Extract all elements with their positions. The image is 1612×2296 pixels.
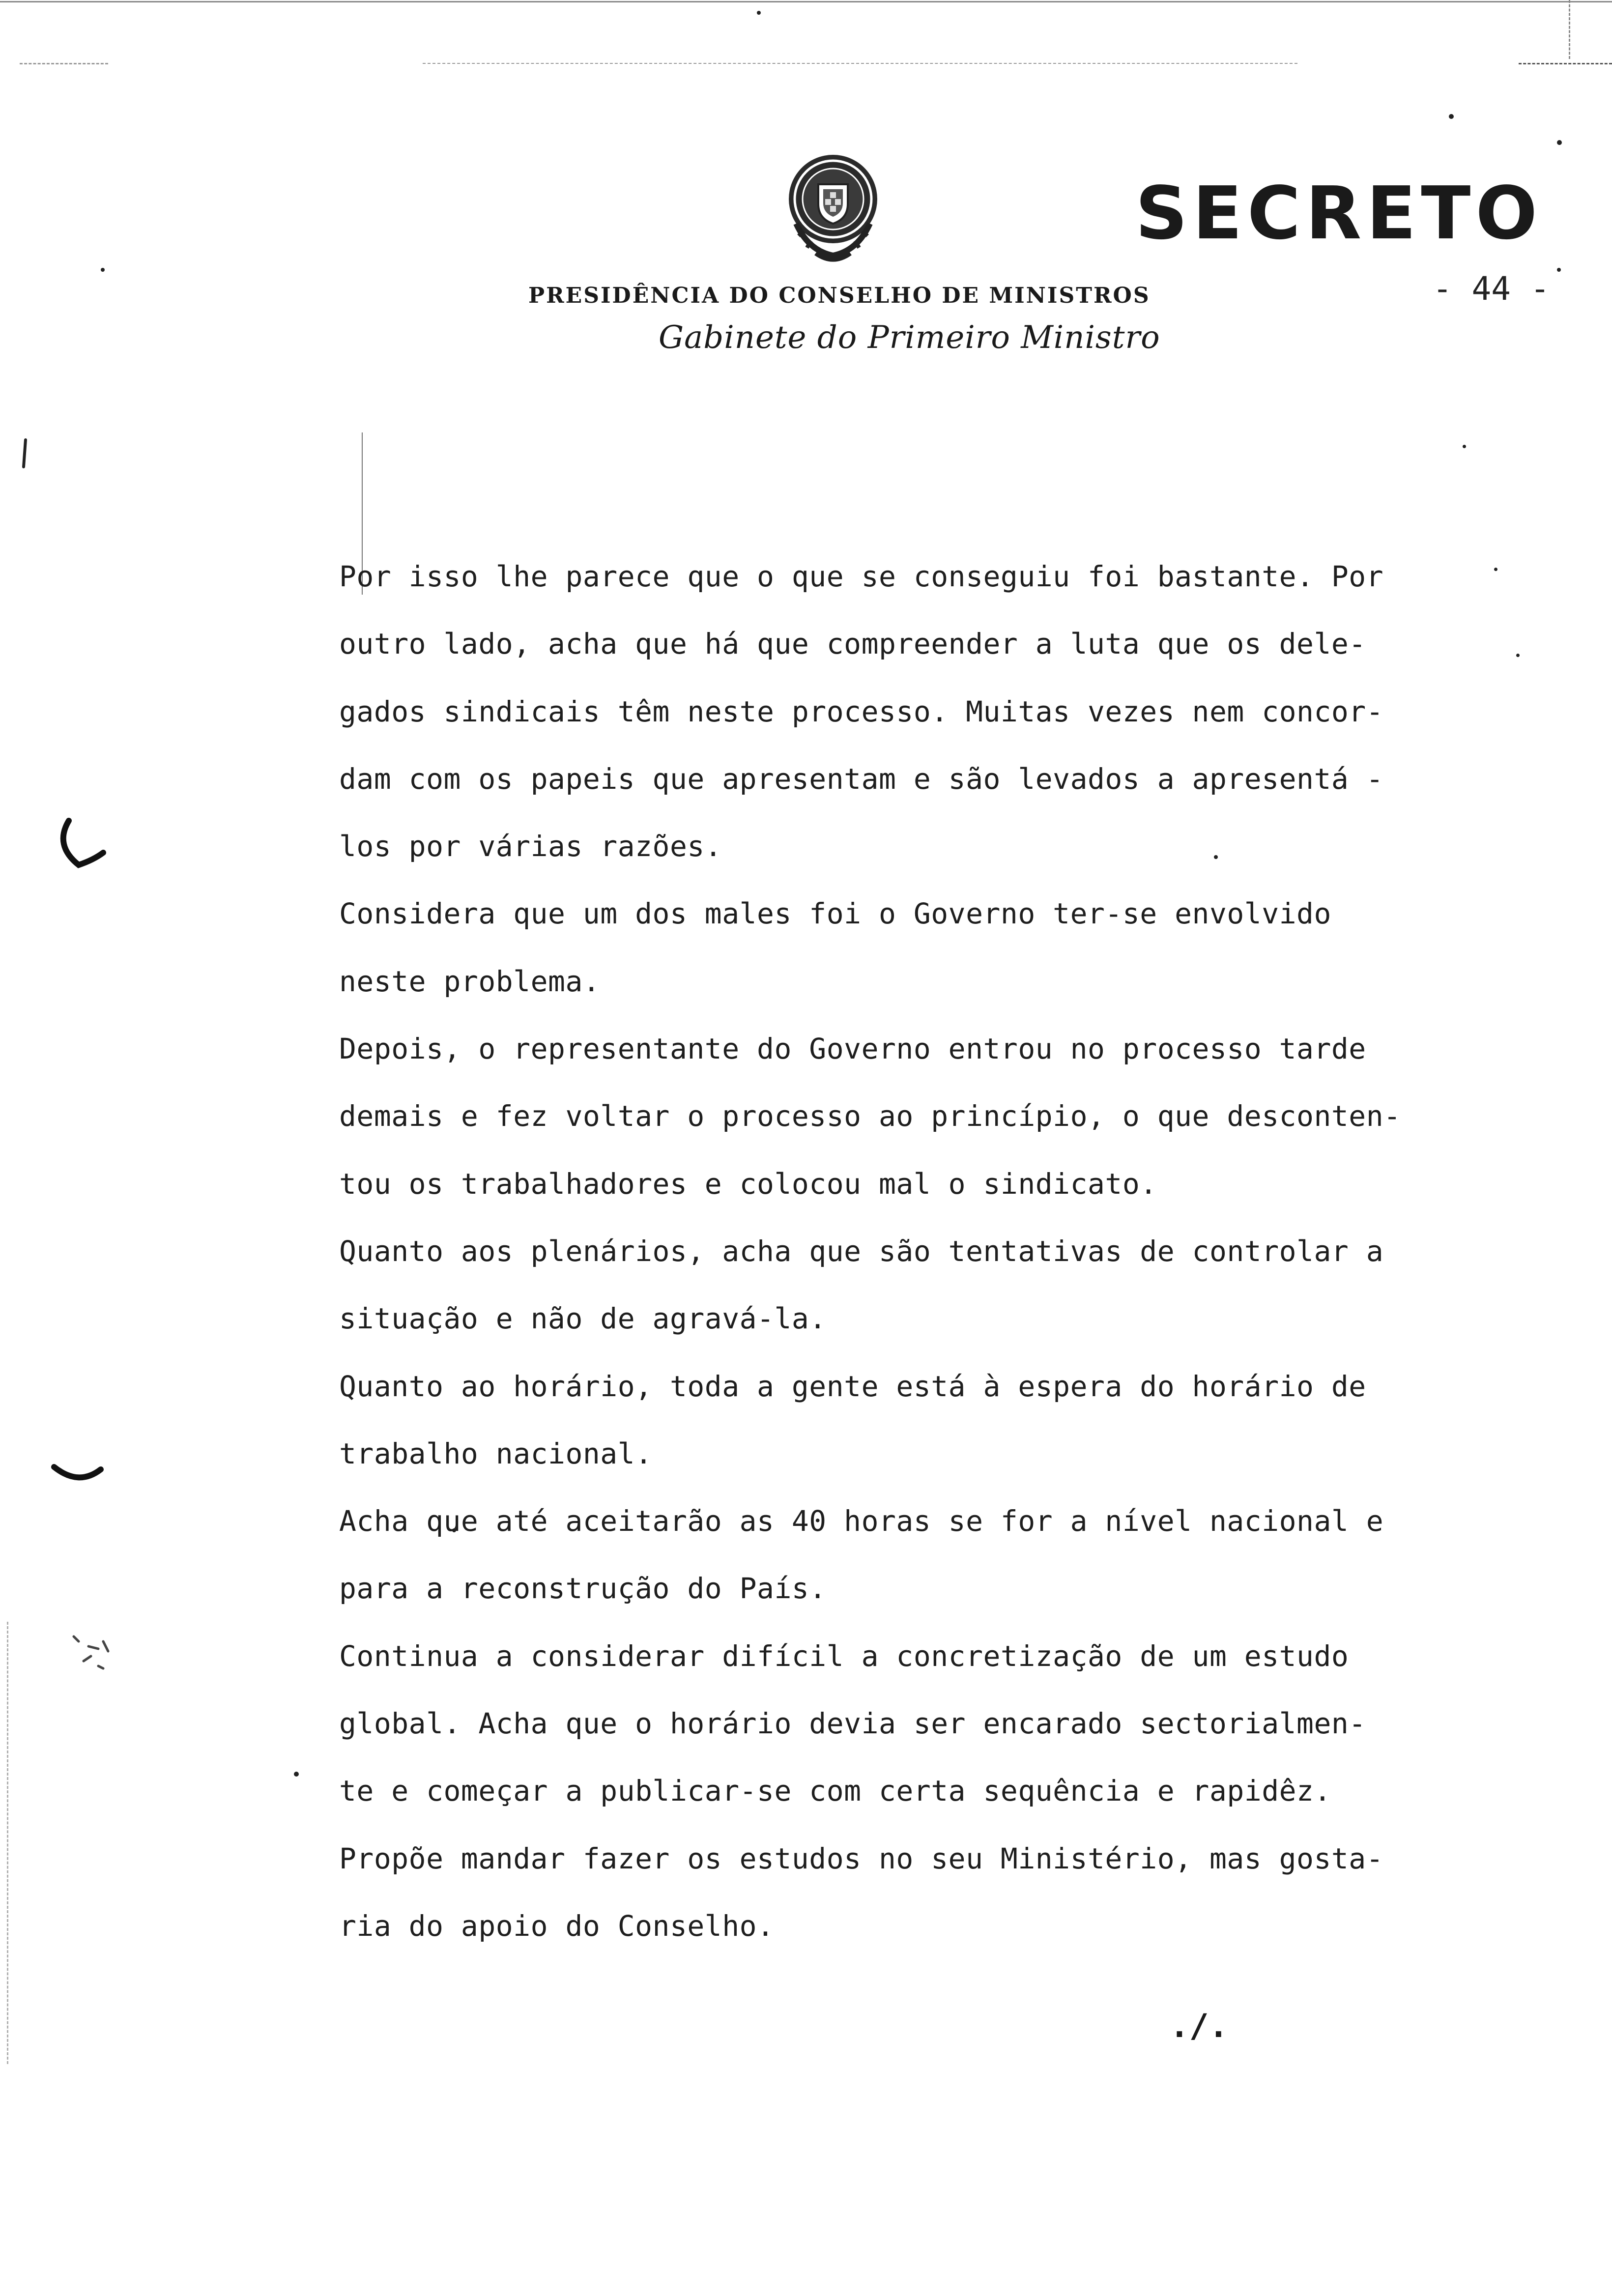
- text-line: Acha que até aceitarão as 40 horas se for a nível nacional e: [339, 1504, 1384, 1538]
- text-line: gados sindicais têm neste processo. Muitas vezes nem concor-: [339, 694, 1384, 728]
- text-line: para a reconstrução do País.: [339, 1572, 827, 1606]
- speck: [1494, 568, 1497, 571]
- speck: [294, 1772, 299, 1777]
- text-line: situação e não de agravá-la.: [339, 1302, 827, 1336]
- speck: [101, 268, 105, 272]
- office-name: Gabinete do Primeiro Ministro: [659, 319, 1160, 356]
- text-line: global. Acha que o horário devia ser encarado sectorialmen-: [339, 1707, 1366, 1741]
- text-line: neste problema.: [339, 964, 601, 998]
- speck: [1557, 140, 1562, 145]
- text-line: Continua a considerar difícil a concretização de um estudo: [339, 1639, 1349, 1673]
- scan-rule-right: [1519, 63, 1612, 64]
- scan-edge-top: [0, 1, 1612, 2]
- coat-of-arms-icon: [779, 150, 887, 268]
- scan-rule-center: [423, 63, 1297, 64]
- text-line: Quanto aos plenários, acha que são tentativas de controlar a: [339, 1234, 1384, 1268]
- scan-rule-left: [20, 63, 108, 64]
- speck: [1557, 268, 1561, 272]
- text-line: te e começar a publicar-se com certa sequência e rapidêz.: [339, 1774, 1331, 1808]
- margin-tick-mark: [15, 437, 34, 477]
- text-line: tou os trabalhadores e colocou mal o sindicato.: [339, 1167, 1157, 1201]
- text-line: Depois, o representante do Governo entrou no processo tarde: [339, 1032, 1366, 1066]
- scan-tick-right: [1569, 0, 1570, 59]
- margin-curve-mark: [49, 1455, 113, 1499]
- speck: [757, 11, 761, 15]
- text-line: trabalho nacional.: [339, 1436, 653, 1470]
- page-number: - 44 -: [1433, 270, 1550, 308]
- classification-stamp: SECRETO: [1135, 171, 1543, 256]
- speck: [1463, 445, 1466, 448]
- margin-bracket-mark: [49, 816, 113, 880]
- continuation-mark: ./.: [1170, 2007, 1229, 2045]
- text-line: Por isso lhe parece que o que se conseguiu foi bastante. Por: [339, 560, 1384, 593]
- body-text: [339, 543, 1489, 1960]
- text-line: Considera que um dos males foi o Governo ter-se envolvido: [339, 897, 1331, 931]
- text-line: demais e fez voltar o processo ao princípio, o que desconten-: [339, 1099, 1401, 1133]
- text-line: ria do apoio do Conselho.: [339, 1909, 775, 1943]
- text-line: los por várias razões.: [339, 830, 722, 863]
- speck: [1516, 654, 1520, 657]
- text-line: dam com os papeis que apresentam e são levados a apresentá -: [339, 762, 1384, 796]
- text-line: Propõe mandar fazer os estudos no seu Ministério, mas gosta-: [339, 1841, 1384, 1875]
- text-line: Quanto ao horário, toda a gente está à espera do horário de: [339, 1369, 1366, 1403]
- scan-margin-left: [7, 1622, 8, 2064]
- institution-name: PRESIDÊNCIA DO CONSELHO DE MINISTROS: [528, 283, 1151, 308]
- speck: [1449, 114, 1454, 119]
- text-line: outro lado, acha que há que compreender a luta que os dele-: [339, 627, 1366, 661]
- margin-scribble-mark: [64, 1622, 123, 1681]
